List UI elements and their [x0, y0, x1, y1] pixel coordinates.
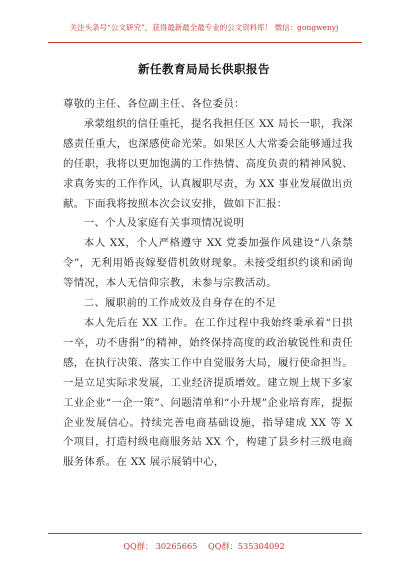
footer-qq-group-2: QQ群：535304092 — [208, 541, 285, 551]
section-heading: 一、个人及家庭有关事项情况说明 — [83, 217, 245, 230]
paragraph: 本人 XX，个人严格遵守 XX 党委加强作风建设“八条禁令”，无利用婚丧嫁娶借机敛财现象。未接受组织约谈和函询等情况，本人无信仰宗教，未参与宗教活动。 — [63, 237, 353, 290]
footer-divider — [48, 533, 362, 534]
document-title: 新任教育局局长供职报告 — [138, 62, 270, 76]
header-banner: 关注头条号“公文研究”，获得最新最全最专业的公文资料库！ 微信：gongwenyj — [69, 23, 339, 32]
paragraph: 承蒙组织的信任重托，提名我担任区 XX 局长一职，我深感责任重大，也深感使命光荣。如果区人大常委会能够通过我的任职，我将以更加饱满的工作热情、高度负责的精神风貌、求真务实的工作作风，认真履职尽责，为 XX 事业发展做出贡献。下面我将按照本次会议安排，做如下汇报： — [63, 117, 353, 210]
footer-contacts — [0, 541, 408, 552]
paragraph: 本人先后在 XX 工作。在工作过程中我始终秉承着“日拱一卒，功不唐捐”的精神，始终保持高度的政治敏锐性和责任感，在执行决策、落实工作中自觉服务大局，履行使命担当。一是立足实际求发展，工业经济提质增效。建立规上规下多家工业企业“一企一策”、问题清单和“小升规”企业培育库，提振企业发展信心。持续完善电商基础设施，指导建成 XX 等 X 个项目，打造村级电商服务站 XX 个，构建了县乡村三级电商服务体系。在 XX 展示展销中心， — [63, 316, 353, 469]
document-body — [63, 95, 353, 473]
header-divider — [48, 42, 362, 43]
section-heading: 二、履职前的工作成效及自身存在的不足 — [83, 297, 277, 310]
footer-qq-group-1: QQ群： 30265665 — [123, 541, 198, 551]
salutation: 尊敬的主任、各位副主任、各位委员： — [63, 98, 245, 110]
